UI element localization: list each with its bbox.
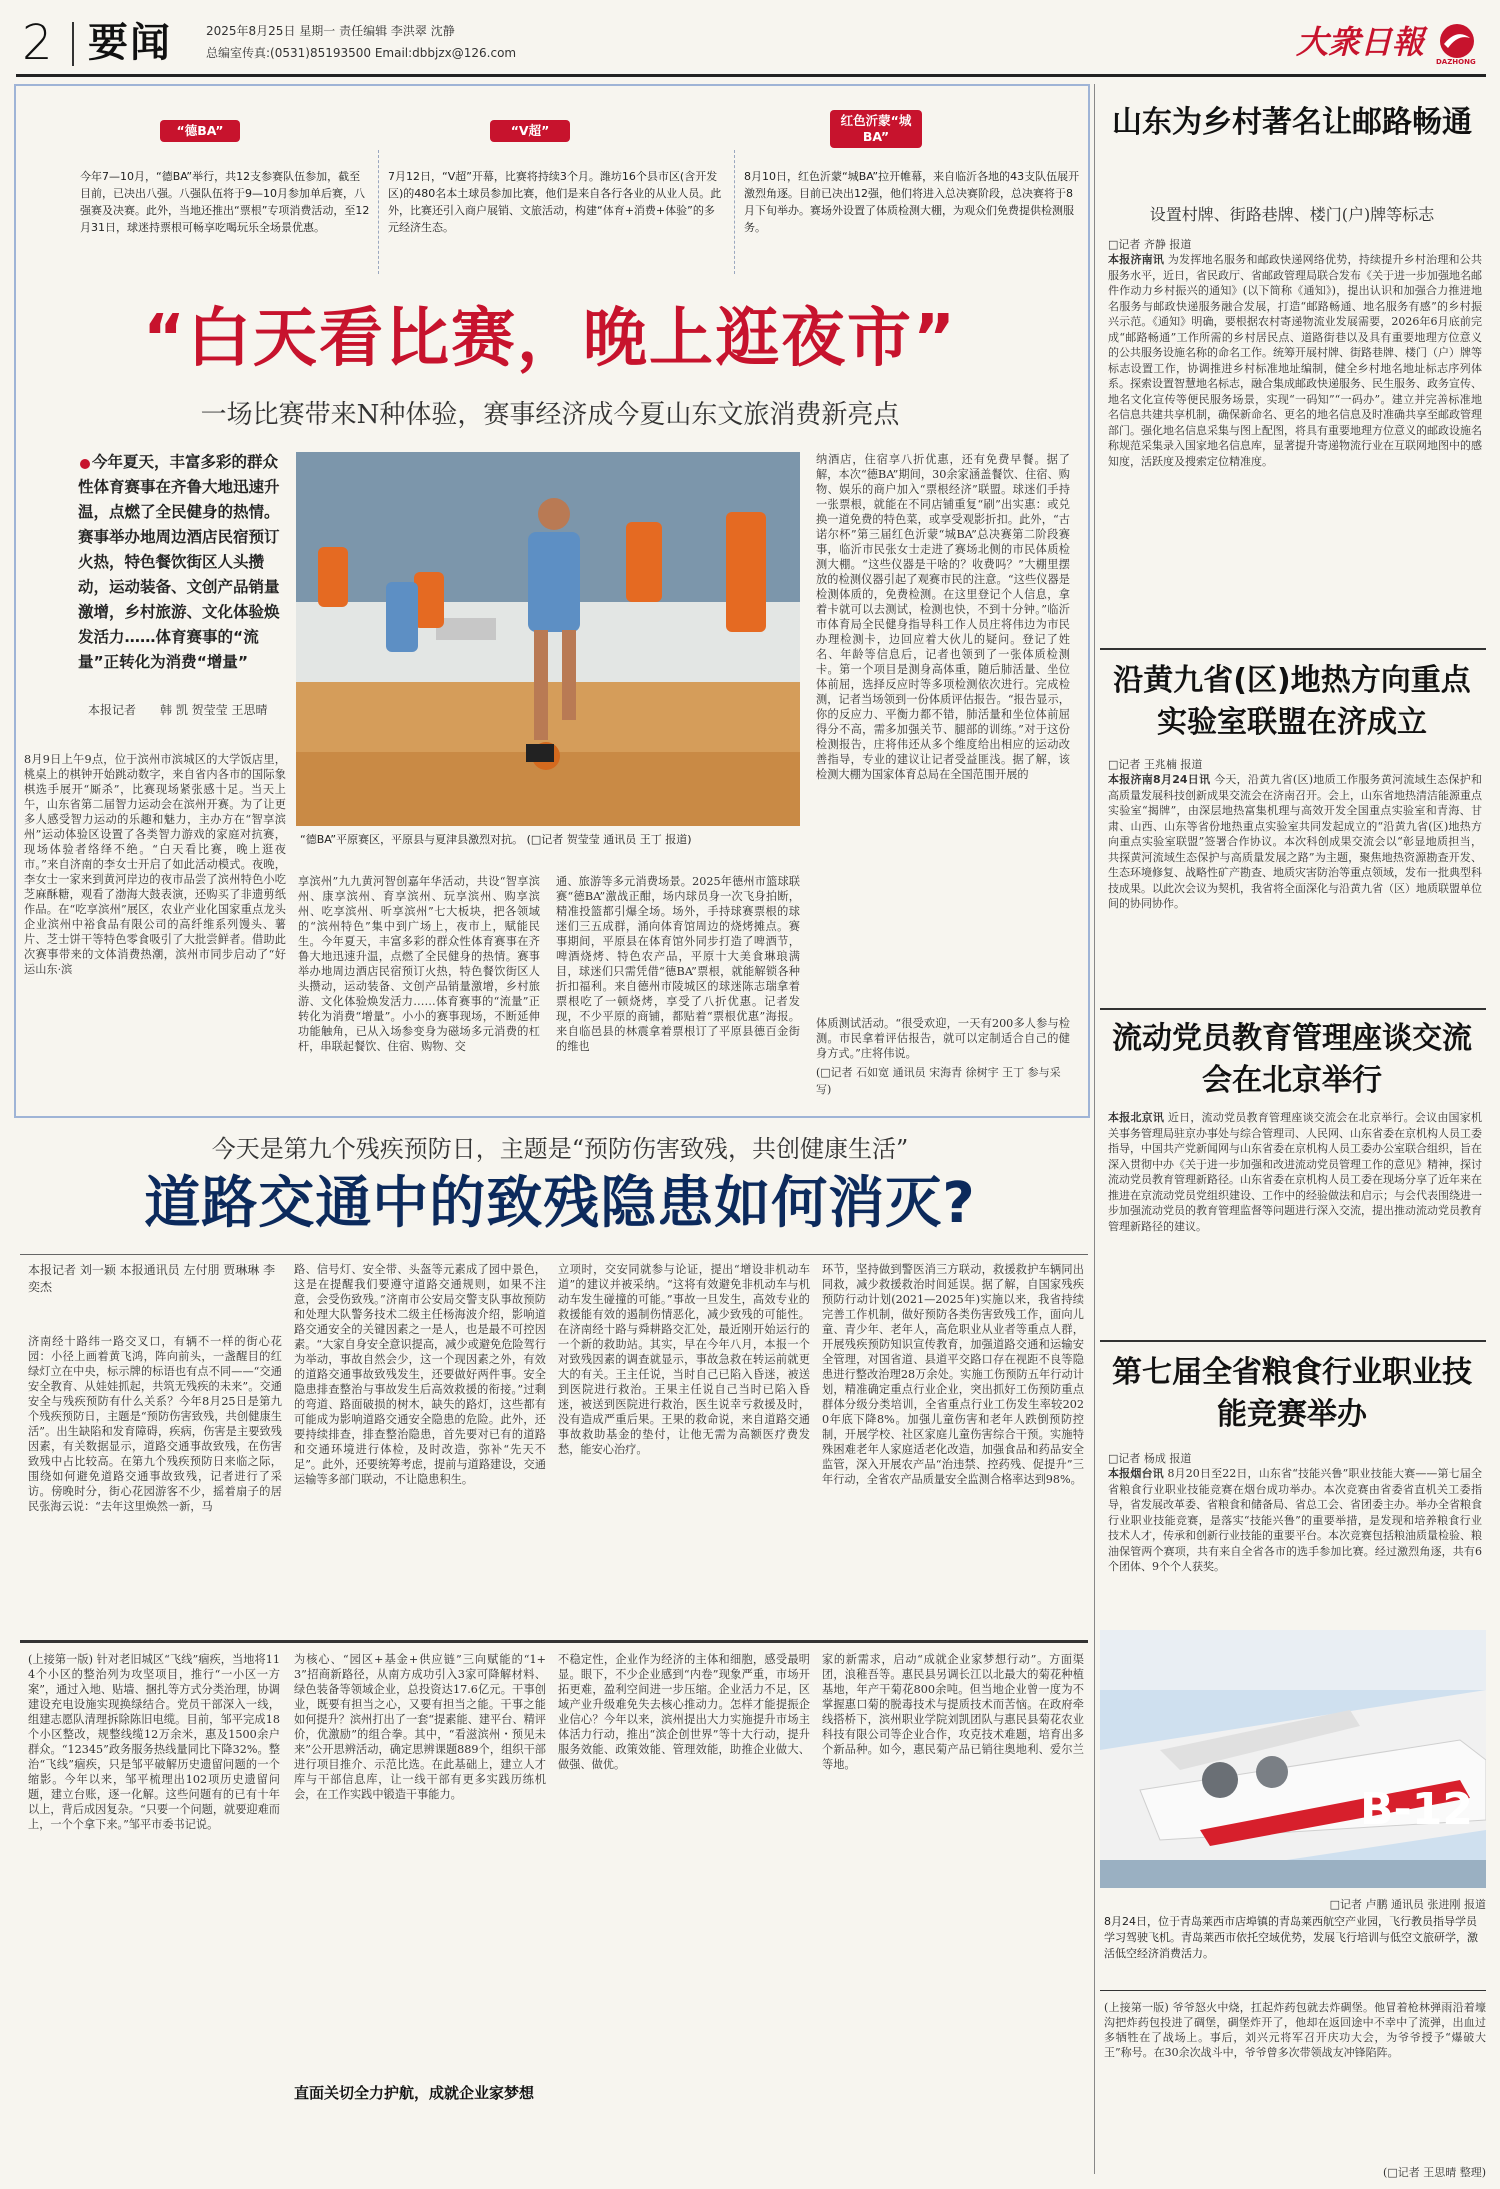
feature-col-2: 享滨州”九九黄河智创嘉年华活动，共设“智享滨州、康享滨州、育享滨州、玩享滨州、购享滨州、吃享滨州、听享滨州”七大板块，把各领域的“滨州特色”集中到广场上，夜市上，赋能民生。今年夏天，丰富多彩的群众性体育赛事在齐鲁大地迅速升温，点燃了全民健身的热情。赛事举办地周边酒店民宿预订火热，特色餐饮街区人头攒动，运动装备、文创产品销量激增，乡村旅游、文化体验焕发活力……体育赛事的“流量”正转化为消费“增量”。小小的赛事现场，不断延伸功能触角，已从入场参变身为磁场多元消费的杠杆，串联起餐饮、住宿、购物、交 — [298, 875, 540, 1053]
disability-kicker: 今天是第九个残疾预防日，主题是“预防伤害致残，共创健康生活” — [211, 1135, 909, 1163]
masthead-brand: DAZHONG — [1436, 58, 1476, 66]
bottom-col-1: (上接第一版) 针对老旧城区“飞线”痼疾，当地将114个小区的整治列为攻坚项目，推行“一小区一方案”，通过入地、贴墙、捆扎等方式分类治理，协调建设充电设施实现换绿结合。党员干部深入一线，组建志愿队清理拆除陈旧电缆。目前，邹平完成18个小区整改，规整线缆12万余米，惠及1500余户群众。“12345”政务服务热线量同比下降32%。整治“飞线”痼疾，只是邹平破解历史遗留问题的一个缩影。今年以来，邹平梳理出102项历史遗留问题，建立台账，逐一化解。这些问题有的已有十年以上，背后成因复杂。“只要一个问题，就要迎难而上，一个个拿下来。”邹平市委书记说。 — [28, 1653, 280, 1831]
rc-story-2-credit: □记者 王兆楠 报道 — [1108, 758, 1203, 771]
feature-col-3: 通、旅游等多元消费场景。2025年德州市篮球联赛“德BA”激战正酣，场内球员身一次飞身拍断，精准投篮都引爆全场。场外，手持球赛票根的球迷们三五成群，涌向体育馆周边的烧烤摊点。赛事期间，平原县在体育馆外同步打造了啤酒节，啤酒烧烤、特色农产品，平原十大美食琳琅满目，球迷们只需凭借“德BA”票根，就能解锁各种折扣福利。来自德州市陵城区的球迷陈志瑞拿着票根吃了一顿烧烤，享受了八折优惠。记者发现，不少平原的商铺，都贴着“票根优惠”海报。来自临邑县的林震拿着票根订了平原县德百金街的维也 — [556, 875, 800, 1053]
rc-story-4-body — [1108, 1466, 1482, 1622]
rc-story-1-credit: □记者 齐静 报道 — [1108, 238, 1192, 251]
feature-col-5-byline: (□记者 石如宽 通讯员 宋海青 徐树宇 王丁 参与采写) — [816, 1066, 1061, 1096]
basketball-scene-image — [296, 452, 800, 826]
section-rule — [20, 1254, 1088, 1255]
section-rule-bold — [20, 1640, 1088, 1643]
tag-vchao: “V超” — [490, 120, 570, 142]
rc-story-2-text: 今天，沿黄九省(区)地质工作服务黄河流域生态保护和高质量发展科技创新成果交流会在济南召开。会上，山东省地热清洁能源重点实验室“揭牌”，由深层地热富集机理与高效开发全国重点实验室和青海、甘肃、山西、山东等省份地热重点实验室共同发起成立的“沿黄九省(区)地热方向重点实验室联盟”签署合作协议。本次科创成果交流会以“彰显地质担当，共探黄河流域生态保护与高质量发展之路”为主题，聚焦地热资源勘查开发、生态环境修复、战略性矿产勘查、地质灾害防治等重点领域，发布一批典型科技成果。以此次会议为契机，我省将全面深化与沿黄九省（区）地质联盟单位间的协同协作。 — [1108, 773, 1482, 910]
rc-rule — [1100, 1340, 1486, 1342]
byline-names: 韩 凯 贺莹莹 王思晴 — [160, 703, 268, 717]
rc-story-4-headline: 第七届全省粮食行业职业技能竞赛举办 — [1112, 1355, 1472, 1432]
bottom-col-3: 不稳定性，企业作为经济的主体和细胞，感受最明显。眼下，不少企业感到“内卷”现象严重，市场开拓更难，盈利空间进一步压缩。企业活力不足，区域产业升级难免失去核心推动力。怎样才能提振企业信心？今年以来，滨州提出大力实施提升市场主体活力行动，推出“滨企创世界”等十大行动，提升服务效能、政策效能、管理效能，助推企业做大、做强、做优。 — [558, 1653, 810, 1771]
intro-vchao: 7月12日，“V超”开幕，比赛将持续3个月。潍坊16个县市区(含开发区)的480名本土球员参加比赛，他们是来自各行各业的从业人员。此外，比赛还引入商户展销、文旅活动，构建“体育+消费+体验”的多元经济生态。 — [388, 170, 722, 234]
feature-headline: “白天看比赛，晚上逛夜市” — [142, 302, 958, 376]
header-rule — [16, 74, 1486, 77]
disability-byline: 本报记者 刘一颖 本报通讯员 左付朋 贾琳琳 李奕杰 — [28, 1263, 276, 1294]
masthead-name: 大衆日報 — [1296, 23, 1425, 61]
rc-continued-story: (上接第一版) 爷爷怒火中烧，扛起炸药包就去炸碉堡。他冒着枪林弹雨沿着壕沟把炸药包投进了碉堡，碉堡炸开了，他却在返回途中不幸中了流弹，出血过多牺牲在了战场上。事后，刘兴元将军召开庆功大会，为爷爷授予“爆破大王”称号。在30余次战斗中，爷爷曾多次带领战友冲锋陷阵。 — [1104, 2001, 1486, 2059]
bottom-col-4: 家的新需求，启动“成就企业家梦想行动”。方面渠团，浪稚吾等。惠民县另调长江以北最大的菊花种植基地，年产干菊花800余吨。但当地企业曾一度为不掌握惠口菊的脱毒技术与提质技术而苦恼。在政府牵线搭桥下，滨州职业学院刘凯团队与惠民县菊花农业科技有限公司等企业合作，攻克技术难题，培育出多个新品种。如今，惠民菊产品已销往奥地利、爱尔兰等地。 — [822, 1653, 1084, 1771]
plane-label: B-12 — [1360, 1784, 1474, 1835]
rc-story-4-credit: □记者 杨成 报道 — [1108, 1452, 1192, 1465]
rc-story-2-headline: 沿黄九省(区)地热方向重点实验室联盟在济成立 — [1113, 663, 1471, 740]
plane-photo — [1100, 1630, 1486, 1888]
masthead-logo — [1296, 20, 1486, 66]
rc-story-1-dateline: 本报济南讯 — [1108, 253, 1165, 266]
intro-chengba: 8月10日，红色沂蒙“城BA”拉开帷幕，来自临沂各地的43支队伍展开激烈角逐。目前已决出12强，他们将进入总决赛阶段，总决赛将于8月下旬举办。赛场外设置了体质检测大棚，为观众们免费提供检测服务。 — [744, 170, 1080, 234]
intro-deba: 今年7—10月，“德BA”举行，共12支参赛队伍参加，截至目前，已决出八强。八强队伍将于9—10月参加单后赛，八强赛及决赛。此外，当地还推出“票根”专项消费活动，至12月31日，球迷持票根可畅享吃喝玩乐全场景优惠。 — [80, 170, 370, 234]
intro-separator — [378, 150, 379, 274]
rc-story-1-text: 为发挥地名服务和邮政快递网络优势，持续提升乡村治理和公共服务水平，近日，省民政厅、省邮政管理局联合发布《关于进一步加强地名邮件作动力乡村振兴的通知》(以下简称《通知》)，提出认识和加强合力推进地名服务与邮政快递服务融合发展，打造“邮路畅通、地名服务有感”的乡村振兴示范。《通知》明确，要根据农村寄递物流业发展需要，2026年6月底前完成“邮路畅通”工作所需的乡村居民点、道路街巷以及具有重要地理方位意义的公共服务设施名称的命名工作。统筹开展村牌、街路巷牌、楼门（户）牌等标志设置工作，协调推进乡村标准地址编制，健全乡村地名地址标志序列体系。探索设置智慧地名标志，融合集成邮政快递服务、民生服务、政务宣传、地名文化宣传等便民服务场景，实现“一码知”“一码办”。建立并完善标准地名信息共建共享机制，确保新命名、更名的地名信息及时准确共享至邮政管理部门。强化地名信息采集与图上配图，将具有重要地理方位意义的邮政设施名称规范采集录入国家地名信息库，显著提升寄递物流行业在互联网地图中的感知度，活跃度及搜索定位精准度。 — [1108, 253, 1482, 468]
tag-chengba: 红色沂蒙“城BA” — [830, 110, 922, 148]
column-divider — [1094, 84, 1095, 2174]
feature-col-4: 纳酒店，住宿享八折优惠，还有免费早餐。据了解，本次“德BA”期间，30余家涵盖餐饮、住宿、购物、娱乐的商户加入“票根经济”联盟。球迷们手持一张票根，就能在不同店铺重复“刷”出实惠：或兑换一道免费的特色菜，或享受观影折扣。此外，“古诺尔杯”第三届红色沂蒙“城BA”总决赛第二阶段赛事，临沂市民张女士走进了赛场北侧的市民体质检测大棚。“这些仪器是干啥的？收费吗？”大棚里摆放的检测仪器引起了观赛市民的注意。“这些仪器是检测体质的，免费检测。在这里登记个人信息，拿着卡就可以去测试，检测也快，不到十分钟。”临沂市体育局全民健身指导科工作人员庄将伟边为市民办理检测卡，边回应着大伙儿的疑问。登记了姓名、年龄等信息后，记者也领到了一张体质检测卡。第一个项目是测身高体重，随后肺活量、坐位体前屈，选择反应时等多项检测依次进行。完成检测，记者当场领到一份体质评估报告。“报告显示，你的反应力、平衡力都不错，肺活量和坐位体前屈得分不高，需多加强关节、腿部的训练。”对于这份检测报告，庄将伟还从多个维度给出相应的运动改善指导，专业的建议让记者受益匪浅。据了解，该检测大棚为国家体育总局在全国范围开展的 — [816, 453, 1070, 781]
photo-caption: “德BA”平原赛区，平原县与夏津县激烈对抗。 (□记者 贺莹莹 通讯员 王丁 报道) — [300, 833, 692, 846]
intro-separator — [734, 150, 735, 274]
bottom-col-2: 为核心、“园区+基金+供应链”三向赋能的“1+3”招商新路径，从南方成功引入3家可降解材料、绿色装备等领域企业，总投资达17.6亿元。干事创业，既要有担当之心，又要有担当之能。干事之能如何提升？滨州打出了一套“提素能、建平台、精评价，优激励”的组合拳。其中，“看滋滨州・预见未来”公开思辨活动，确定思辨课题889个，组织干部进行项目推介、示范比选。在此基础上，建立人才库与干部信息库，让一线干部有更多实践历练机会，在工作实践中锻造干事能力。 — [294, 1653, 546, 1801]
feature-subheadline: 一场比赛带来N种体验，赛事经济成今夏山东文旅消费新亮点 — [200, 400, 900, 430]
disability-headline: 道路交通中的致残隐患如何消灭? — [144, 1171, 976, 1236]
byline-label: 本报记者 — [88, 703, 137, 717]
plane-photo-credit: □记者 卢鹏 通讯员 张进刚 报道 — [1329, 1898, 1486, 1911]
rc-story-3-dateline: 本报北京讯 — [1108, 1111, 1165, 1124]
header-date-line: 2025年8月25日 星期一 责任编辑 李洪翠 沈静 — [206, 24, 455, 38]
bottom-sub-head: 直面关切全力护航，成就企业家梦想 — [294, 2084, 535, 2102]
plane-photo-caption: 8月24日，位于青岛莱西市店埠镇的青岛莱西航空产业园，飞行教员指导学员学习驾驶飞机。青岛莱西市依托空域优势，发展飞行培训与低空文旅研学，激活低空经济消费活力。 — [1104, 1915, 1478, 1960]
page-number: 2 — [22, 15, 53, 71]
header-divider — [72, 22, 74, 66]
rc-story-2-dateline: 本报济南8月24日讯 — [1108, 773, 1211, 786]
rc-story-1-subhead: 设置村牌、街路巷牌、楼门(户)牌等标志 — [1149, 205, 1435, 224]
rc-story-4-text: 8月20日至22日，山东省“技能兴鲁”职业技能大赛——第七届全省粮食行业职业技能竞赛在烟台成功举办。本次竞赛由省委省直机关工委指导，省发展改革委、省粮食和储备局、省总工会、省团委主办。举办全省粮食行业职业技能竞赛，是落实“技能兴鲁”的重要举措，是发现和培养粮食行业技术人才，传承和创新行业技能的重要平台。本次竞赛包括粮油质量检验、粮油保管两个赛项，共有来自全省各市的选手参加比赛。经过激烈角逐，共有6个团体、9个个人获奖。 — [1108, 1467, 1482, 1573]
basketball-photo — [296, 452, 800, 826]
lead-body: 今年夏天，丰富多彩的群众性体育赛事在齐鲁大地迅速升温，点燃了全民健身的热情。赛事举办地周边酒店民宿预订火热，特色餐饮街区人头攒动，运动装备、文创产品销量激增，乡村旅游、文化体验焕发活力……体育赛事的“流量”正转化为消费“增量” — [78, 453, 280, 671]
feature-col-1: 8月9日上午9点，位于滨州市滨城区的大学饭店里，桃桌上的棋钟开始跳动数字，来自省内各市的国际象棋选手展开“厮杀”，比赛现场紧张感十足。当天上午，山东省第二届智力运动会在滨州开赛。为了让更多人感受智力运动的乐趣和魅力，主办方在“智享滨州”运动体验区设置了各类智力游戏的家庭对抗赛，现场体验者络绎不绝。“白天看比赛，晚上逛夜市。”来自济南的李女士开启了如此活动模式。夜晚，李女士一家来到黄河岸边的夜市品尝了滨州特色小吃芝麻酥糖，观看了渤海大鼓表演，还购买了非遗剪纸作品。在“吃享滨州”展区，农业产业化国家重点龙头企业滨州中裕食品有限公司的高纤维系列馒头、薯片、芝士饼干等特色零食吸引了大批尝鲜者。借助此次赛事带来的文体消费热潮，滨州市同步启动了“好运山东·滨 — [24, 753, 286, 976]
rc-rule — [1100, 1008, 1486, 1010]
tag-deba: “德BA” — [160, 120, 240, 142]
rc-story-3-headline: 流动党员教育管理座谈交流会在北京举行 — [1112, 1021, 1472, 1098]
rc-story-1-body — [1108, 252, 1482, 634]
header-contact-line: 总编室传真:(0531)85193500 Email:dbbjzx@126.com — [206, 46, 517, 60]
training-plane-image — [1100, 1630, 1486, 1888]
rc-continued-credit: (□记者 王思晴 整理) — [1383, 2166, 1486, 2179]
rc-story-3-text: 近日，流动党员教育管理座谈交流会在北京举行。会议由国家机关事务管理局驻京办事处与综合管理司、人民网、山东省委在京机构人员工委指导，中国共产党新闻网与山东省委在京机构人员工委办公室联合组织，旨在深入贯彻中办《关于进一步加强和改进流动党员管理工作的意见》精神，探讨流动党员教育管理新路径。山东省委在京机构人员工委在现场分享了近年来在推进在京流动党员党组织建设、工作中的经验做法和启示；与会代表围绕进一步加强流动党员的教育管理监督等问题进行深入交流，提出推动流动党员教育管理新路径的建议。 — [1108, 1111, 1482, 1233]
disability-col-3: 立项时，交安同就参与论证，提出“增设非机动车道”的建议并被采纳。“这将有效避免非机动车与机动车发生碰撞的可能。”事故一旦发生，高效专业的救援能有效的遏制伤情恶化，减少致残的可能性。在济南经十路与舜耕路交汇处，最近刚开始运行的一个新的救助站。其实，早在今年八月，本报一个对致残因素的调查就显示，事故急救在转运前就更大的有关。王主任说，当时自己已陷入昏迷，被送到医院进行救治。王果主任说自己当时已陷入昏迷，被送到医院进行救治，医生说幸亏救援及时，没有造成严重后果。王果的救命说，来自道路交通事故救助基金的垫付，让他无需为高额医疗费发愁，能安心治疗。 — [558, 1263, 810, 1456]
rc-story-3-body — [1108, 1110, 1482, 1330]
masthead-emblem-icon — [1434, 22, 1480, 60]
disability-col-1: 济南经十路纬一路交叉口，有辆不一样的街心花园：小径上画着黄飞鸿，阵向前头，一盏醒目的红绿灯立在中央，标示牌的标语也有点不同——“交通安全教育、从娃娃抓起，共筑无残疾的未来”。交通安全与残疾预防有什么关系？今年8月25日是第九个残疾预防日，主题是“预防伤害致残，共创健康生活”。出生缺陷和发育障碍，疾病，伤害是主要致残因素，有关数据显示，道路交通事故致残，在伤害致残中占比较高。在第九个残疾预防日来临之际，围绕如何避免道路交通事故致残，记者进行了采访。傍晚时分，街心花园游客不少，摇着扇子的居民张海云说：“去年这里焕然一新，马 — [28, 1335, 282, 1513]
rc-story-1-headline: 山东为乡村著名让邮路畅通 — [1112, 105, 1472, 140]
disability-col-4: 环节，坚持做到警医消三方联动，救援救护车辆同出同救，减少救援救治时间延误。据了解，自国家残疾预防行动计划(2021—2025年)实施以来，我省持续完善工作机制，做好预防各类伤害致残工作，面向儿童、青少年、老年人，高危职业从业者等重点人群，开展残疾预防知识宣传教育，加强道路交通和运输安全管理，对国省道、县道平交路口存在视距不良等隐患进行整改治理28万余处。实施工伤预防五年行动计划，精准确定重点行业企业，突出抓好工伤预防重点群体分级分类培训，全省重点行业工伤发生率较2020年底下降8%。加强儿童伤害和老年人跌倒预防控制，开展学校、社区家庭儿童伤害综合干预。实施特殊困难老年人家庭适老化改造，加强食品和药品安全监管，深入开展农产品“治违禁、控药残、促提升”三年行动，全省农产品质量安全监测合格率达到98%。 — [822, 1263, 1084, 1486]
section-title: 要闻 — [88, 20, 172, 66]
lead-text — [78, 450, 290, 690]
rc-rule — [1100, 1990, 1486, 1991]
rc-rule — [1100, 648, 1486, 650]
disability-col-2: 路、信号灯、安全带、头盔等元素成了园中景色，这是在提醒我们要遵守道路交通规则，如果不注意，会受伤致残。”济南市公安局交警支队事故预防和处理大队警务技术二级主任杨海波介绍，影响道路交通安全的关键因素之一是人，也是最不可控因素。“大家自身安全意识提高，减少或避免危险驾行为举动，事故自然会少，这一个现因素之外，有效的道路交通事故致残发生，还要做好两件事。安全隐患排查整治与事故发生后高效救援的衔接。”过剩的弯道、路面破损的树木，缺失的路灯，这些都有可能成为影响道路交通安全隐患的危险。此外，还要持续排查，排查整治隐患，首先要对已有的道路和交通环境进行体检，及时改造，弥补“先天不足”。此外，还要统筹考虑，提前与道路建设，交通运输等多部门联动，不让隐患积生。 — [294, 1263, 546, 1486]
feature-col-5: 体质测试活动。“很受欢迎，一天有200多人参与检测。市民拿着评估报告，就可以定制适合自己的健身方式。”庄将伟说。 — [816, 1017, 1070, 1060]
rc-story-4-dateline: 本报烟台讯 — [1108, 1467, 1164, 1480]
rc-story-2-body — [1108, 772, 1482, 998]
